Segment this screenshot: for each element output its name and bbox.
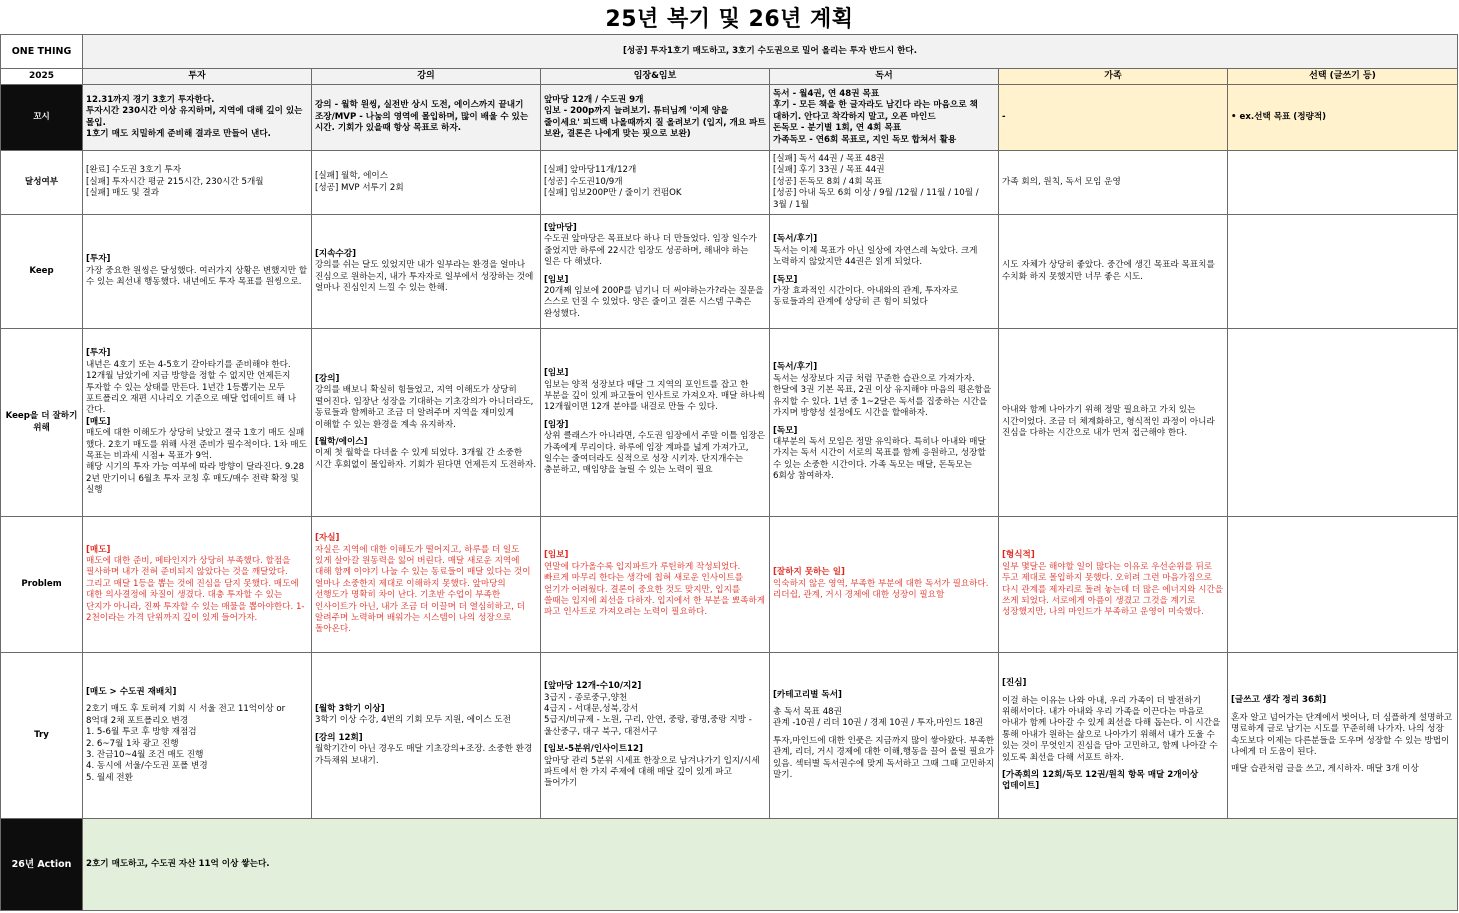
cell-keep-better-lecture [312,329,541,517]
cell-line: 투자시간 230시간 이상 유지하며, 지역에 대해 깊이 있는 몰입. [86,106,303,128]
cell-keep-better-field-report [541,329,770,517]
cell-line: [실패] 월학, 에이스 [315,171,389,182]
cell-kkoshi-field-report [541,85,770,151]
cell-line: [잘하지 못하는 일] [773,567,845,578]
cell-line: 내년은 4호기 또는 4-5호기 갈아타기를 준비해야 한다. 12개월 남았기에 지금 방향을 정할 수 없지만 언제든지 투자할 수 있는 상태를 만든다. 1년간 1등뽑기는 모두 포트폴리오 재편 시나리오 기준으로 매달 업데이트 해 나 간다. [86,359,297,416]
cell-try-choice [1228,653,1458,819]
cell-line: 3. 잔금10~4월 조건 매도 진행 [86,749,204,760]
cell-keep-better-choice [1228,329,1458,517]
cell-line: 매도에 대한 준비, 메타인지가 상당히 부족했다. 할점을 필사하며 내가 전혀 준비되지 않았다는 것을 깨달았다. 그리고 매달 1등을 뽑는 것에 진심을 담지 못했다. 매도에 대한 의사결정에 차질이 생겼다. 대충 투자할 수 있는 단지가 아니라, 진짜 투자할 수 있는 매물을 뽑아야한다. 1-2천이라는 가격 단위까지 깊이 있게 들어가자. [86,555,305,624]
cell-line: [임보-5분위/인사이트12] [544,744,643,755]
try-row [1,653,1458,819]
cell-line: 독서 - 월4권, 연 48권 목표 [773,88,880,99]
cell-keep-better-family [999,329,1228,517]
cell-problem-choice [1228,517,1458,653]
cell-line: [완료] 수도권 3호기 투자 [86,165,182,176]
cell-line: 매달 습관처럼 글을 쓰고, 게시하자. 매달 3개 이상 [1231,764,1419,775]
cell-line: 투자,마인드에 대한 인풋은 지금까지 많이 쌓아왔다. 부족한 관계, 리더, 거시 경제에 대한 이해,행동을 끌어 올릴 필요가 있음. 섹터별 독서권수에 맞게 독서하고 그때 그때 고민하지 말기. [773,735,995,781]
cell-keep-lecture [312,215,541,329]
cell-line: 월학기간이 아닌 경우도 매달 기초강의+조장. 소중한 환경 가득채워 보내기. [315,744,533,766]
problem-label: Problem [1,517,83,653]
cell-line: 1. 5-6월 투코 후 방향 재점검 [86,727,197,738]
cell-line: 5. 월세 전환 [86,772,133,783]
cell-keep-choice [1228,215,1458,329]
cell-line: 12.31까지 경기 3호기 투자한다. [86,94,215,105]
cell-line: 아내와 함께 나아가기 위해 정말 필요하고 가치 있는 시간이었다. 조금 더 체계화하고, 형식적인 과정이 아니라 진심을 다하는 시간으로 내가 먼저 접근해야 한다. [1002,405,1215,439]
cell-line: 독서는 이제 목표가 아닌 일상에 자연스레 녹았다. 크게 노력하지 않았지만 44권은 읽게 되었다. [773,245,978,268]
kkoshi-row [1,85,1458,151]
cell-line: 수도권 앞마당은 목표보다 하나 더 만들었다. 임장 일수가 줄었지만 하루에 22시간 임장도 성공하며, 해내야 하는 일은 다 해냈다. [544,234,757,268]
year-label: 2025 [1,69,83,85]
cell-line: [강의 12회] [315,732,363,743]
cell-problem-field-report [541,517,770,653]
cell-line: [매도 > 수도권 재배치] [86,686,177,697]
cell-line: 혼자 알고 넘어가는 단계에서 벗어나, 더 심플하게 설명하고 명료하게 글로 남기는 시도를 꾸준히해 나가자. 나의 성장 속도보다 이제는 다른분들을 도우며 성장할 수 있는 방법이 나에게 더 도움이 된다. [1231,712,1453,757]
cell-line: [앞마당 12개-수10/지2] [544,681,642,692]
cell-line: 관계 -10권 / 리더 10권 / 경제 10권 / 투자,마인드 18권 [773,718,984,729]
cell-kkoshi-invest [83,85,312,151]
cell-line: [글쓰고 생각 정리 36회] [1231,695,1327,706]
cell-line: [실패] 앞마당11개/12개 [544,165,637,176]
action-text: 2호기 매도하고, 수도권 자산 11억 이상 쌓는다. [83,819,1458,911]
column-header-lecture: 강의 [312,69,541,85]
action-row [1,819,1458,911]
cell-achievement-family [999,151,1228,215]
cell-line: [독모] [773,274,798,285]
column-header-family: 가족 [999,69,1228,85]
cell-line: [실패] 후기 33권 / 목표 44권 [773,165,885,176]
cell-keep-family [999,215,1228,329]
keep-better-label: Keep을 더 잘하기 위해 [1,329,83,517]
cell-kkoshi-family [999,85,1228,151]
cell-line: [성공] MVP 서투기 2회 [315,182,404,193]
column-header-choice: 선택 (글쓰기 등) [1228,69,1458,85]
keep-better-row [1,329,1458,517]
cell-problem-reading [770,517,999,653]
cell-line: 1호기 매도 치밀하게 준비해 결과로 만들어 낸다. [86,128,271,139]
cell-try-field-report [541,653,770,819]
cell-line: 매도에 대한 이해도가 상당히 낮았고 결국 1호기 매도 실패 했다. 2호기 매도를 위해 사전 준비가 필수적이다. 1차 매도 목표는 비과세 시점+ 목표가 9억. [86,428,307,462]
cell-line: 가족독모 - 연6회 목표로, 지인 독모 합쳐서 활용 [773,134,957,145]
cell-line: • ex.선택 목표 (정량적) [1231,111,1327,122]
cell-line: 20개째 임보에 200P를 넘기니 더 써야하는가?라는 질문을 스스로 던질 수 있었다. 양은 줄이고 결론 시스템 구축은 완성했다. [544,285,764,319]
cell-line: [강의] [315,373,340,384]
cell-line: 후기 - 모든 책을 한 글자라도 남긴다 라는 마음으로 책 대하기. 안다고 착각하지 말고, 오픈 마인드 [773,100,978,122]
one-thing-row [1,35,1458,69]
cell-line: 해당 시기의 투자 가능 여부에 따라 방향이 달라진다. 9.28 2년 만기이니 6월초 투자 코칭 후 매도/매수 전략 확정 및 실행 [86,462,305,496]
cell-kkoshi-lecture [312,85,541,151]
cell-problem-invest [83,517,312,653]
cell-achievement-invest [83,151,312,215]
achievement-label: 달성여부 [1,151,83,215]
review-table [0,34,1458,911]
column-header-row [1,69,1458,85]
cell-line: 가장 중요한 원씽은 달성했다. 여러가지 상황은 변했지만 할 수 있는 최선내 행동했다. 내년에도 투자 목표를 원씽으로. [86,265,308,288]
cell-line: [임보] [544,274,569,285]
cell-line: [성공] 돈독모 8회 / 4회 목표 [773,176,882,187]
cell-achievement-reading [770,151,999,215]
cell-line: 가장 효과적인 시간이다. 아내와의 관계, 투자자로 동료들과의 관계에 상당히 큰 힘이 되었다 [773,285,959,308]
cell-line: 3급지 - 종로중구,양천 [544,692,628,703]
cell-line: 강의를 배보니 확실히 힘들었고, 지역 이해도가 상당히 떨어진다. 임장난 성장을 기대하는 기초강의가 아니더라도, 동료들과 함께하고 조금 더 알려주며 지역을 재미있게 이해할 수 있는 환경을 계속 유지하자. [315,385,534,430]
cell-line: 가족 회의, 원칙, 독서 모임 운영 [1002,176,1121,187]
cell-achievement-field-report [541,151,770,215]
cell-line: [독모] [773,425,798,436]
cell-line: [임장] [544,419,569,430]
cell-kkoshi-reading [770,85,999,151]
cell-line: 돈독모 - 분기별 1회, 연 4회 목표 [773,123,902,134]
cell-line: 2. 6~7월 1차 광고 진행 [86,738,179,749]
cell-problem-family [999,517,1228,653]
cell-line: [실패] 임보200P만 / 줄이기 컨펌OK [544,188,682,199]
cell-line: 상위 클래스가 아니라면, 수도권 임장에서 주말 이틀 임장은 가족에게 무리이다. 하루에 임장 계파를 넓게 가져가고, 일수는 줄여더라도 실적으로 성장 시키자. 단지개수는 충분하고, 매임양을 늘릴 수 있는 노력이 필요 [544,431,766,476]
cell-line: [자실] [315,533,340,544]
keep-row [1,215,1458,329]
cell-line: 이걸 하는 이유는 나와 아내, 우리 가족이 더 발전하기 위해서이다. 내가 아내와 우리 가족을 이끈다는 마음로 아내가 함께 나아갈 수 있게 최선을 다해 돕는다. 이 시간을 통해 아내가 원하는 삶으로 나아가기 위해서 내가 도울 수 있는 것이 무엇인지 진심을 담아 고민하고, 함께 나아갈 수 있도록 최선을 다해 서포트 하자. [1002,695,1221,763]
cell-try-invest [83,653,312,819]
cell-line: [지속수강] [315,248,357,259]
cell-achievement-choice [1228,151,1458,215]
cell-try-family [999,653,1228,819]
cell-keep-field-report [541,215,770,329]
page-title: 25년 복기 및 26년 계획 [605,6,854,32]
cell-try-reading [770,653,999,819]
cell-line: [실패] 독서 44권 / 목표 48권 [773,153,885,164]
cell-line: 연말에 다가올수록 입지파트가 루틴하게 작성되었다. 빠르게 마무리 한다는 생각에 칩혀 새로운 인사이트를 얻기가 어려웠다. 결론이 중요한 것도 맞지만, 입지를 쓸때는 입지에 최선을 다하자. 입지에서 한 부분을 뾰족하게 파고 인사트로 가져오려는 노력이 필요하다. [544,561,766,618]
cell-line: [성공] 아내 독모 6회 이상 / 9월 /12월 / 11월 / 10월 / 3월 / 1월 [773,188,979,210]
cell-line: [투자] [86,254,111,265]
cell-line: 임보는 양적 성장보다 매달 그 지역의 포인트를 잡고 한 부분을 깊이 있게 파고들어 인사트로 가져오자. 매달 하나씩 12개월이면 12개 분야를 내걸로 만들 수 있다. [544,379,766,413]
cell-line: [독서/후기] [773,234,818,245]
cell-line: [가족회의 12회/독모 12권/원칙 항목 매달 2개이상 업데이트] [1002,770,1199,792]
cell-line: 3학기 이상 수강, 4번의 기회 모두 지원, 에이스 도전 [315,715,511,726]
cell-line: 2호기 매도 후 토허제 기회 시 서울 전고 11억이상 or 8억대 2채 포트폴리오 변경 [86,704,286,726]
cell-line: 대부분의 독서 모임은 정말 유익하다. 특히나 아내와 매달 가지는 독서 시간이 서로의 목표를 함께 응원하고, 성장할 수 있는 소중한 시간이다. 가족 독모는 매달, 돈독모는 6회상 참여하자. [773,436,986,482]
cell-line: 임보 - 200p까지 늘려보기. 튜터님께 '이제 양을 줄이세요' 피드백 나올때까지 질 올려보기 (입지, 개요 파트 보완, 결론은 나에게 맞는 핏으로 보완) [544,106,766,139]
cell-line: [성공] 수도권10/9개 [544,176,623,187]
column-header-reading: 독서 [770,69,999,85]
column-header-invest: 투자 [83,69,312,85]
cell-kkoshi-choice [1228,85,1458,151]
cell-line: - [1002,111,1006,122]
cell-line: [월학/에이스] [315,436,368,447]
cell-line: [앞마당] [544,222,577,233]
cell-line: 일부 몇달은 해야할 일이 많다는 이유로 우선순위를 뒤로 두고 제대로 몰입하지 못했다. 오히려 그런 마음가짐으로 다시 관계를 제자리로 돌려 놓는데 더 많은 에너지와 시간을 쓰게 되었다. 서로에게 아픔이 생겼고 그것을 계기로 성장했지만, 나의 마인드가 부족하고 운영이 미숙했다. [1002,561,1224,618]
cell-line: 조장/MVP - 나눔의 영역에 몰입하며, 많이 배울 수 있는 시간. 기회가 있을때 항상 목표로 하자. [315,111,529,134]
cell-line: 앞마당 관리 5분위 시세표 한장으로 남겨나가기 입지/시세 파트에서 한 가지 주제에 대해 매달 깊이 있게 파고 들어가기 [544,755,760,789]
cell-achievement-lecture [312,151,541,215]
cell-line: 자실은 지역에 대한 이해도가 떨어지고, 하루를 더 일도 있게 살아갈 원동력을 잃어 버린다. 매달 새로운 지역에 대해 함께 이야기 나눌 수 있는 동료들이 매달 있다는 것이 얼마나 소중한지 제대로 이해하지 못했다. 앞마당의 선행도가 명확히 차이 난다. 기초반 수업이 부족한 인사이트가 아닌, 내가 조금 더 이끌며 더 열심히하고, 더 알려주며 노력하며 배워가는 시스템이 나의 성장으로 돌아온다. [315,544,531,635]
cell-line: [실패] 투자시간 평균 215시간, 230시간 5개월 [86,176,264,187]
cell-line: 독서는 성장보다 지금 처럼 꾸준한 습관으로 가져가자. 한달에 3권 기본 목표, 2권 이상 유지해야 마음의 평온함을 유지할 수 있다. 1년 중 1~2달은 독서를 집중하는 시간을 가지며 방향성 설정에도 시간을 할애하자. [773,373,992,419]
cell-line: 시도 자체가 상당히 좋았다. 중간에 생긴 목표라 목표치를 수치화 하지 못했지만 너무 좋은 시도. [1002,260,1215,282]
cell-keep-better-invest [83,329,312,517]
column-header-field-report: 임장&임보 [541,69,770,85]
cell-line: [매도] [86,544,111,555]
cell-line: [월학 3학기 이상] [315,703,385,714]
cell-line: 이제 첫 월학을 다녀올 수 있게 되었다. 3개월 간 소중한 시간 후회없이 몰입하자. 기회가 된다면 언제든지 도전하자. [315,448,537,470]
cell-line: 익숙하지 않은 영역, 부족한 부분에 대한 독서가 필요하다. 리더쉽, 관계, 거시 경제에 대한 성장이 필요함 [773,578,989,601]
cell-line: [임보] [544,550,569,561]
cell-line: [진심] [1002,678,1027,689]
try-label: Try [1,653,83,819]
cell-line: [독서/후기] [773,362,818,373]
cell-line: [형식적] [1002,550,1035,561]
cell-line: [투자] [86,348,111,359]
cell-line: 앞마당 12개 / 수도권 9개 [544,94,644,105]
cell-line: 4급지 - 서대문,성북,강서 [544,703,639,714]
cell-line: [매도] [86,416,111,427]
one-thing-text: [성공] 투자1호기 매도하고, 3호기 수도권으로 밀어 올리는 투자 반드시 한다. [83,35,1458,69]
cell-line: 총 독서 목표 48권 [773,706,842,717]
cell-problem-lecture [312,517,541,653]
kkoshi-label: 꼬시 [1,85,83,151]
cell-line: [임보] [544,368,569,379]
action-label: 26년 Action [1,819,83,911]
cell-keep-invest [83,215,312,329]
cell-line: [실패] 매도 및 결과 [86,188,160,199]
cell-line: 5급지/비규제 - 노원, 구리, 안연, 중랑, 광명,중랑 지방 - 울산중구, 대구 북구, 대전서구 [544,715,752,737]
one-thing-label: ONE THING [1,35,83,69]
cell-line: 4. 동시에 서울/수도권 포폴 변경 [86,761,208,772]
cell-line: [카테고리별 독서] [773,689,842,700]
keep-label: Keep [1,215,83,329]
cell-line: 강의를 쉬는 달도 있었지만 내가 일부라는 환경을 얼마나 진심으로 원하는지, 내가 투자자로 일부에서 성장하는 것에 얼마나 진심인지 느낄 수 있는 한해. [315,260,534,293]
cell-line: 강의 - 월학 원씽, 실전반 상시 도전, 에이스까지 끝내기 [315,100,524,111]
cell-keep-reading [770,215,999,329]
cell-try-lecture [312,653,541,819]
cell-keep-better-reading [770,329,999,517]
problem-row [1,517,1458,653]
achievement-row [1,151,1458,215]
